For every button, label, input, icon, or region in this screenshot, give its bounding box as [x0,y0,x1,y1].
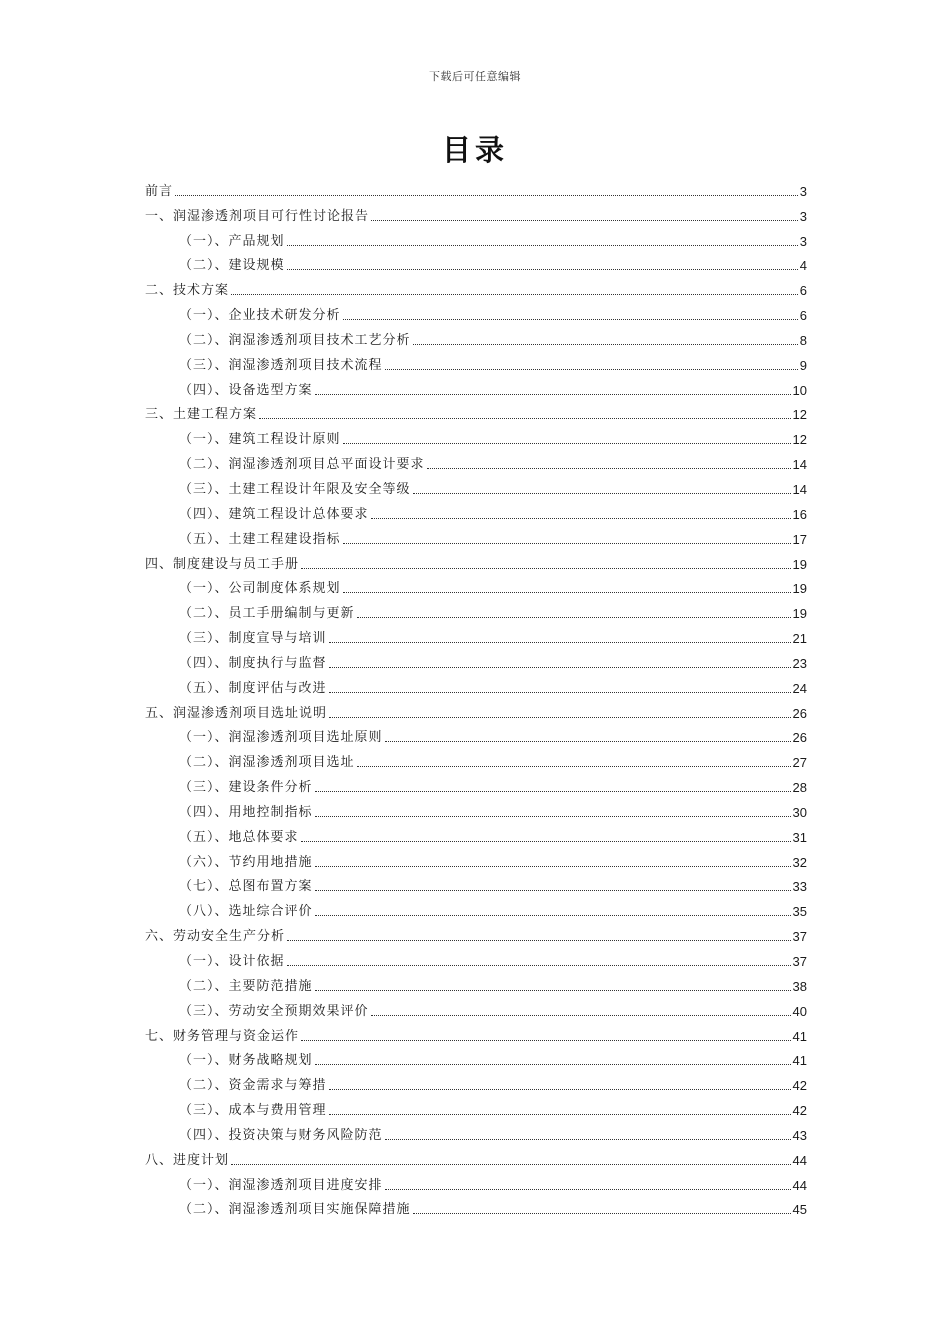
toc-entry-label: （二）、润湿渗透剂项目实施保障措施 [179,1202,411,1218]
toc-entry[interactable] [145,299,807,324]
toc-entry[interactable] [145,647,807,672]
table-of-contents [145,175,807,1218]
toc-entry[interactable] [145,523,807,548]
toc-entry-page-number: 16 [792,506,807,522]
toc-dot-leader [301,841,791,842]
toc-entry-page-number: 14 [792,481,807,497]
toc-entry-page-number: 41 [792,1053,807,1069]
toc-entry-label: （五）、地总体要求 [179,829,299,845]
toc-dot-leader [315,990,791,991]
toc-entry-page-number: 10 [792,382,807,398]
toc-dot-leader [385,1139,791,1140]
toc-dot-leader [329,692,791,693]
toc-entry[interactable] [145,1119,807,1144]
toc-dot-leader [371,220,798,221]
toc-entry-label: （一）、润湿渗透剂项目选址原则 [179,730,383,746]
toc-entry-label: （三）、建设条件分析 [179,780,313,796]
toc-entry-label: （三）、劳动安全预期效果评价 [179,1003,369,1019]
toc-entry-label: （一）、建筑工程设计原则 [179,432,341,448]
toc-entry-label: （二）、润湿渗透剂项目技术工艺分析 [179,332,411,348]
toc-entry-page-number: 37 [792,954,807,969]
toc-entry[interactable] [145,746,807,771]
toc-entry-page-number: 27 [792,755,807,771]
toc-entry-page-number: 19 [792,606,807,622]
toc-entry-label: 八、进度计划 [145,1152,230,1168]
toc-entry-label: （一）、设计依据 [179,954,285,969]
toc-entry-page-number: 6 [799,308,807,324]
toc-entry-label: （八）、选址综合评价 [179,904,313,920]
toc-entry-page-number: 43 [792,1127,807,1143]
toc-entry[interactable] [145,871,807,896]
toc-entry[interactable] [145,697,807,722]
toc-entry[interactable] [145,1094,807,1119]
toc-entry[interactable] [145,895,807,920]
toc-entry-label: （一）、公司制度体系规划 [179,581,341,597]
toc-entry-page-number: 37 [792,929,807,945]
toc-dot-leader [413,344,798,345]
toc-entry-label: 六、劳动安全生产分析 [145,929,286,945]
toc-entry[interactable] [145,796,807,821]
toc-entry[interactable] [145,374,807,399]
toc-entry[interactable] [145,622,807,647]
toc-entry-page-number: 44 [792,1152,807,1168]
toc-entry[interactable] [145,672,807,697]
toc-entry[interactable] [145,846,807,871]
toc-entry-page-number: 33 [792,879,807,895]
toc-entry-label: （一）、财务战略规划 [179,1053,313,1069]
toc-dot-leader [315,866,791,867]
toc-entry[interactable] [145,1169,807,1194]
toc-entry-page-number: 23 [792,655,807,671]
toc-entry-label: （五）、土建工程建设指标 [179,531,341,547]
toc-dot-leader [357,766,791,767]
toc-entry-page-number: 19 [792,581,807,597]
toc-dot-leader [287,965,791,966]
toc-entry[interactable] [145,349,807,374]
toc-entry[interactable] [145,473,807,498]
toc-entry-page-number: 19 [792,556,807,572]
toc-entry-label: （四）、设备选型方案 [179,382,313,398]
toc-entry-page-number: 9 [799,357,807,373]
toc-entry-label: （三）、土建工程设计年限及安全等级 [179,481,411,497]
toc-dot-leader [329,667,791,668]
toc-entry[interactable] [145,1194,807,1219]
toc-entry[interactable] [145,970,807,995]
toc-entry-label: （三）、成本与费用管理 [179,1103,327,1119]
toc-entry-label: （六）、节约用地措施 [179,854,313,870]
toc-dot-leader [413,493,791,494]
toc-entry-page-number: 3 [799,183,807,199]
toc-entry-label: 二、技术方案 [145,283,230,299]
toc-dot-leader [287,269,798,270]
toc-entry-label: 四、制度建设与员工手册 [145,556,300,572]
toc-entry[interactable] [145,1020,807,1045]
toc-entry-label: （三）、润湿渗透剂项目技术流程 [179,357,383,373]
toc-entry-page-number: 26 [792,730,807,746]
toc-dot-leader [371,518,791,519]
toc-dot-leader [231,1164,791,1165]
header-note: 下载后可任意编辑 [429,70,521,83]
toc-entry[interactable] [145,225,807,250]
toc-entry-page-number: 31 [792,829,807,845]
toc-entry-page-number: 17 [792,531,807,547]
toc-entry[interactable] [145,945,807,970]
toc-entry-label: 一、润湿渗透剂项目可行性讨论报告 [145,208,370,224]
toc-entry-label: （四）、用地控制指标 [179,804,313,820]
toc-entry[interactable] [145,771,807,796]
toc-entry[interactable] [145,920,807,945]
toc-dot-leader [329,1114,791,1115]
toc-dot-leader [315,890,791,891]
toc-dot-leader [385,741,791,742]
toc-entry-page-number: 45 [792,1202,807,1218]
toc-entry[interactable] [145,1045,807,1070]
toc-dot-leader [287,940,791,941]
toc-entry-page-number: 14 [792,457,807,473]
toc-dot-leader [231,294,798,295]
toc-entry[interactable] [145,423,807,448]
toc-title: 目录 [441,133,508,167]
toc-dot-leader [329,1089,791,1090]
toc-entry-page-number: 24 [792,680,807,696]
toc-dot-leader [343,543,791,544]
toc-dot-leader [329,642,791,643]
toc-entry[interactable] [145,1069,807,1094]
toc-dot-leader [329,717,791,718]
toc-entry[interactable] [145,399,807,424]
toc-entry-label: 五、润湿渗透剂项目选址说明 [145,705,328,721]
toc-dot-leader [385,369,798,370]
toc-entry-page-number: 44 [792,1177,807,1193]
toc-entry-label: （四）、投资决策与财务风险防范 [179,1127,383,1143]
toc-entry[interactable] [145,324,807,349]
toc-dot-leader [371,1015,791,1016]
toc-entry-label: 七、财务管理与资金运作 [145,1028,300,1044]
toc-entry[interactable] [145,597,807,622]
toc-entry-label: （一）、产品规划 [179,233,285,249]
toc-entry[interactable] [145,498,807,523]
toc-entry-label: （一）、企业技术研发分析 [179,308,341,324]
toc-entry[interactable] [145,200,807,225]
toc-entry[interactable] [145,448,807,473]
toc-dot-leader [315,816,791,817]
toc-dot-leader [385,1189,791,1190]
toc-dot-leader [315,1064,791,1065]
toc-entry-label: （二）、润湿渗透剂项目总平面设计要求 [179,457,425,473]
toc-dot-leader [315,394,791,395]
toc-entry-page-number: 4 [799,258,807,274]
toc-entry-label: （三）、制度宣导与培训 [179,631,327,647]
toc-entry-label: （二）、润湿渗透剂项目选址 [179,755,355,771]
toc-entry-label: （四）、建筑工程设计总体要求 [179,506,369,522]
toc-entry[interactable] [145,1144,807,1169]
toc-entry-label: （二）、建设规模 [179,258,285,274]
toc-entry-page-number: 41 [792,1028,807,1044]
toc-dot-leader [343,592,791,593]
toc-entry-label: （四）、制度执行与监督 [179,655,327,671]
toc-entry-page-number: 3 [799,233,807,249]
toc-entry-page-number: 8 [799,332,807,348]
toc-entry-page-number: 40 [792,1003,807,1019]
toc-entry-page-number: 35 [792,904,807,920]
toc-entry-page-number: 3 [799,208,807,224]
toc-dot-leader [259,418,791,419]
toc-entry-page-number: 42 [792,1078,807,1094]
toc-dot-leader [175,195,798,196]
toc-dot-leader [357,617,791,618]
toc-entry[interactable] [145,995,807,1020]
toc-dot-leader [343,443,791,444]
toc-entry-page-number: 42 [792,1103,807,1119]
toc-entry-page-number: 32 [792,854,807,870]
toc-entry-page-number: 12 [792,407,807,423]
toc-entry-label: （一）、润湿渗透剂项目进度安排 [179,1177,383,1193]
toc-entry[interactable] [145,821,807,846]
toc-entry[interactable] [145,250,807,275]
toc-entry-page-number: 26 [792,705,807,721]
toc-entry-label: （七）、总图布置方案 [179,879,313,895]
toc-dot-leader [301,1040,791,1041]
toc-entry[interactable] [145,722,807,747]
toc-entry[interactable] [145,274,807,299]
toc-entry-label: （二）、资金需求与筹措 [179,1078,327,1094]
toc-entry-label: （五）、制度评估与改进 [179,680,327,696]
toc-dot-leader [301,568,791,569]
toc-dot-leader [427,468,791,469]
toc-entry-label: （二）、员工手册编制与更新 [179,606,355,622]
toc-dot-leader [287,245,798,246]
toc-dot-leader [343,319,798,320]
toc-entry[interactable] [145,548,807,573]
toc-entry-label: 前言 [145,183,174,199]
toc-dot-leader [315,791,791,792]
toc-dot-leader [315,915,791,916]
toc-entry[interactable] [145,573,807,598]
toc-dot-leader [413,1213,791,1214]
toc-entry-page-number: 28 [792,780,807,796]
toc-entry-page-number: 21 [792,631,807,647]
toc-entry[interactable] [145,175,807,200]
toc-entry-label: 三、土建工程方案 [145,407,258,423]
toc-entry-page-number: 6 [799,283,807,299]
toc-entry-label: （二）、主要防范措施 [179,978,313,994]
toc-entry-page-number: 38 [792,978,807,994]
toc-entry-page-number: 30 [792,804,807,820]
toc-entry-page-number: 12 [792,432,807,448]
